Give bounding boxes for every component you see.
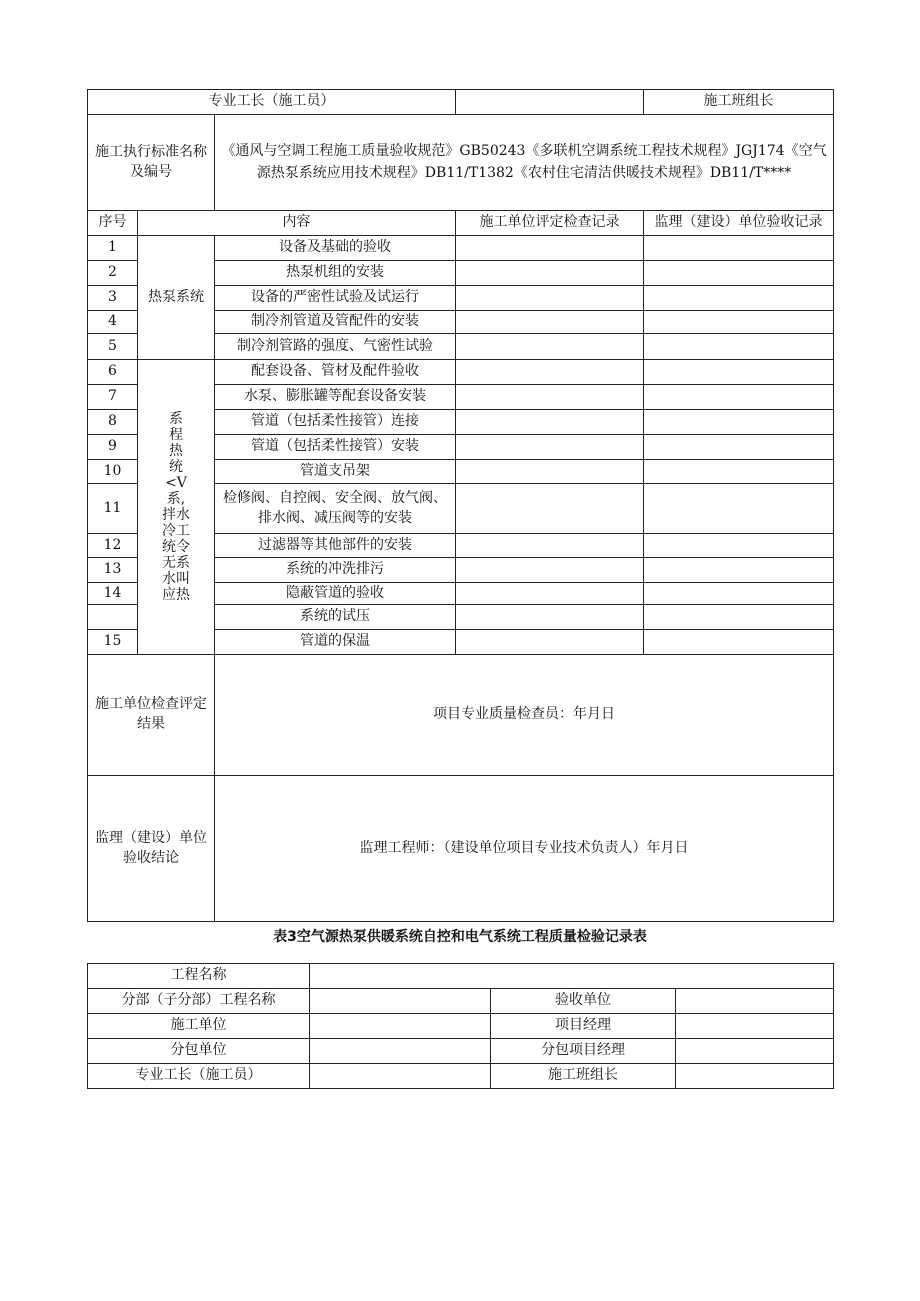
electrical-inspection-table [87,963,834,1089]
row-no: 1 [88,236,138,261]
construction-record-cell[interactable] [456,534,644,558]
row-no: 13 [88,558,138,583]
vertical-char: 无系 [162,555,190,571]
construction-unit-label: 施工单位 [88,1014,310,1039]
supervision-record-cell[interactable] [644,360,834,385]
standard-label: 施工执行标准名称及编号 [88,115,215,211]
table2-title: 表3空气源热泵供暖系统自控和电气系统工程质量检验记录表 [273,929,647,945]
row-item: 管道（包括柔性接管）安装 [215,435,456,460]
supervision-record-cell[interactable] [644,583,834,605]
row-no: 2 [88,261,138,286]
header-supervision-record: 监理（建设）单位验收记录 [644,211,834,236]
supervision-conclusion-sign[interactable]: 监理工程师：（建设单位项目专业技术负责人）年月日 [215,776,834,922]
row-no: 15 [88,630,138,655]
header-construction-record: 施工单位评定检查记录 [456,211,644,236]
row-item: 管道支吊架 [215,460,456,484]
project-manager-value[interactable] [676,1014,834,1039]
group-heat-pump-label: 热泵系统 [138,236,215,360]
supervision-conclusion-label: 监理（建设）单位验收结论 [88,776,215,922]
header-no: 序号 [88,211,138,236]
supervision-record-cell[interactable] [644,605,834,630]
team-leader-label: 施工班组长 [491,1064,676,1089]
subproject-value[interactable] [310,989,491,1014]
construction-record-cell[interactable] [456,360,644,385]
subcontractor-value[interactable] [310,1039,491,1064]
supervision-record-cell[interactable] [644,435,834,460]
row-no: 12 [88,534,138,558]
row-item: 制冷剂管道及管配件的安装 [215,311,456,334]
row-item: 设备的严密性试验及试运行 [215,286,456,311]
project-name-label: 工程名称 [88,964,310,989]
vertical-char: 统令 [162,539,190,555]
row-no: 8 [88,410,138,435]
construction-record-cell[interactable] [456,410,644,435]
supervision-record-cell[interactable] [644,261,834,286]
row-item: 设备及基础的验收 [215,236,456,261]
row-no: 5 [88,334,138,360]
row-no: 3 [88,286,138,311]
construction-record-cell[interactable] [456,311,644,334]
construction-unit-value[interactable] [310,1014,491,1039]
construction-result-label: 施工单位检查评定结果 [88,655,215,776]
foreman-label: 专业工长（施工员） [88,1064,310,1089]
vertical-char: 热 [169,443,183,459]
construction-record-cell[interactable] [456,385,644,410]
vertical-char: 水叫 [162,571,190,587]
construction-record-cell[interactable] [456,583,644,605]
supervision-record-cell[interactable] [644,236,834,261]
construction-record-cell[interactable] [456,484,644,534]
vertical-char: 系 [169,411,183,427]
row-no: 7 [88,385,138,410]
construction-result-sign[interactable]: 项目专业质量检查员：年月日 [215,655,834,776]
vertical-char: 拌水 [162,507,190,523]
supervision-record-cell[interactable] [644,334,834,360]
construction-record-cell[interactable] [456,286,644,311]
supervision-record-cell[interactable] [644,460,834,484]
team-leader-label: 施工班组长 [644,90,834,115]
row-item: 配套设备、管材及配件验收 [215,360,456,385]
foreman-label: 专业工长（施工员） [88,90,456,115]
vertical-char: 冷工 [162,523,190,539]
construction-record-cell[interactable] [456,605,644,630]
standard-text: 《通风与空调工程施工质量验收规范》GB50243《多联机空调系统工程技术规程》JGJ174《空气源热泵系统应用技术规程》DB11/T1382《农村住宅清洁供暖技术规程》DB11/T**** [215,115,834,211]
construction-record-cell[interactable] [456,236,644,261]
vertical-char: 程 [169,427,183,443]
vertical-char: 系, [166,491,186,507]
construction-record-cell[interactable] [456,334,644,360]
supervision-record-cell[interactable] [644,558,834,583]
supervision-record-cell[interactable] [644,286,834,311]
construction-record-cell[interactable] [456,558,644,583]
vertical-char: 应热 [162,587,190,603]
row-item: 管道的保温 [215,630,456,655]
row-item: 检修阀、自控阀、安全阀、放气阀、排水阀、减压阀等的安装 [215,484,456,534]
construction-record-cell[interactable] [456,630,644,655]
row-no: 10 [88,460,138,484]
row-item: 系统的冲洗排污 [215,558,456,583]
supervision-record-cell[interactable] [644,385,834,410]
row-no: 11 [88,484,138,534]
project-manager-label: 项目经理 [491,1014,676,1039]
construction-record-cell[interactable] [456,435,644,460]
group-water-system-label [138,360,215,655]
subcontract-manager-label: 分包项目经理 [491,1039,676,1064]
supervision-record-cell[interactable] [644,630,834,655]
row-item: 系统的试压 [215,605,456,630]
vertical-char: <V [165,475,187,491]
subproject-label: 分部（子分部）工程名称 [88,989,310,1014]
foreman-value[interactable] [456,90,644,115]
row-no [88,605,138,630]
row-no: 14 [88,583,138,605]
row-item: 管道（包括柔性接管）连接 [215,410,456,435]
acceptance-unit-label: 验收单位 [491,989,676,1014]
row-no: 6 [88,360,138,385]
row-item: 热泵机组的安装 [215,261,456,286]
supervision-record-cell[interactable] [644,410,834,435]
row-item: 制冷剂管路的强度、气密性试验 [215,334,456,360]
row-no: 9 [88,435,138,460]
project-name-value[interactable] [310,964,834,989]
construction-record-cell[interactable] [456,261,644,286]
supervision-record-cell[interactable] [644,484,834,534]
team-leader-value[interactable] [676,1064,834,1089]
supervision-record-cell[interactable] [644,534,834,558]
construction-record-cell[interactable] [456,460,644,484]
row-no: 4 [88,311,138,334]
inspection-table [87,89,834,922]
header-content: 内容 [138,211,456,236]
vertical-char: 统 [169,459,183,475]
subcontractor-label: 分包单位 [88,1039,310,1064]
row-item: 过滤器等其他部件的安装 [215,534,456,558]
subcontract-manager-value[interactable] [676,1039,834,1064]
supervision-record-cell[interactable] [644,311,834,334]
row-item: 隐蔽管道的验收 [215,583,456,605]
foreman-value[interactable] [310,1064,491,1089]
acceptance-unit-value[interactable] [676,989,834,1014]
row-item: 水泵、膨胀罐等配套设备安装 [215,385,456,410]
